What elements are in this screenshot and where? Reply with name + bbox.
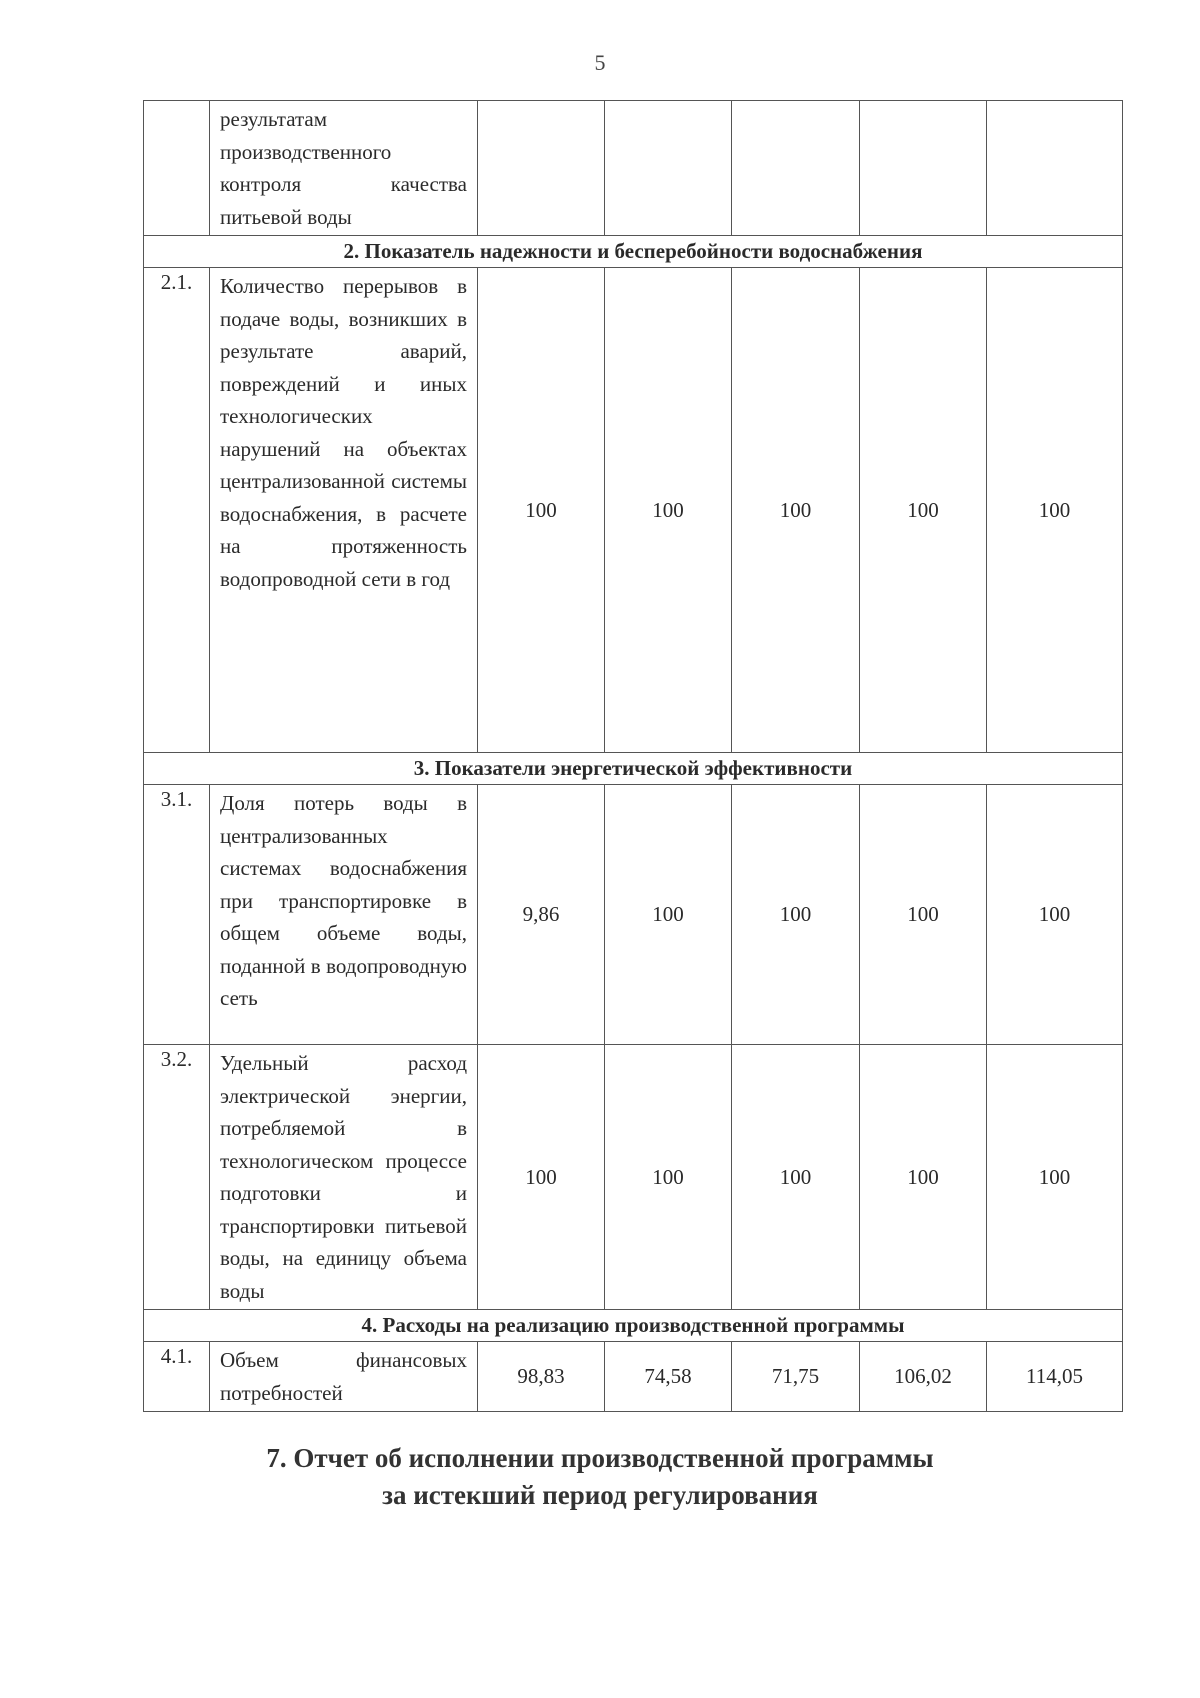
table-row xyxy=(144,1342,1123,1412)
indicator-description: результатам производственного контроля качества питьевой воды xyxy=(210,101,478,236)
table-row xyxy=(144,101,1123,236)
value-cell: 71,75 xyxy=(732,1342,860,1412)
section-header-row xyxy=(144,236,1123,268)
table-row xyxy=(144,785,1123,1045)
value-cell xyxy=(987,101,1123,236)
value-cell: 100 xyxy=(605,268,732,753)
value-cell: 106,02 xyxy=(860,1342,987,1412)
value-cell xyxy=(478,101,605,236)
page-number: 5 xyxy=(594,50,606,75)
row-number-cell xyxy=(144,101,210,236)
value-cell: 100 xyxy=(860,1045,987,1310)
row-number: 3.2. xyxy=(144,1045,210,1310)
value-cell: 98,83 xyxy=(478,1342,605,1412)
section-title: 4. Расходы на реализацию производственной программы xyxy=(144,1310,1123,1342)
row-number: 2.1. xyxy=(144,268,210,753)
value-cell: 100 xyxy=(732,1045,860,1310)
value-cell: 9,86 xyxy=(478,785,605,1045)
indicator-description: Удельный расход электрической энергии, потребляемой в технологическом процессе подготовки и транспортировки питьевой воды, на единицу объема воды xyxy=(210,1045,478,1310)
value-cell: 100 xyxy=(860,268,987,753)
table-row xyxy=(144,1045,1123,1310)
value-cell: 100 xyxy=(605,785,732,1045)
value-cell: 100 xyxy=(987,785,1123,1045)
value-cell: 100 xyxy=(732,268,860,753)
value-cell: 114,05 xyxy=(987,1342,1123,1412)
value-cell xyxy=(605,101,732,236)
value-cell: 100 xyxy=(478,1045,605,1310)
value-cell: 100 xyxy=(987,1045,1123,1310)
indicators-table xyxy=(143,100,1123,1412)
value-cell xyxy=(860,101,987,236)
indicator-description: Количество перерывов в подаче воды, возникших в результате аварий, повреждений и иных технологических нарушений на объектах централизованной системы водоснабжения, в расчете на протяженность водопроводной сети в год xyxy=(210,268,478,753)
value-cell xyxy=(732,101,860,236)
section-header-row xyxy=(144,1310,1123,1342)
section-heading-line: 7. Отчет об исполнении производственной программы xyxy=(266,1443,934,1473)
row-number: 4.1. xyxy=(144,1342,210,1412)
value-cell: 100 xyxy=(732,785,860,1045)
value-cell: 100 xyxy=(987,268,1123,753)
value-cell: 100 xyxy=(478,268,605,753)
value-cell: 100 xyxy=(860,785,987,1045)
section-heading xyxy=(0,1440,1200,1514)
section-title: 3. Показатели энергетической эффективности xyxy=(144,753,1123,785)
section-title: 2. Показатель надежности и бесперебойности водоснабжения xyxy=(144,236,1123,268)
section-heading-line: за истекший период регулирования xyxy=(382,1480,818,1510)
indicator-description: Объем финансовых потребностей xyxy=(210,1342,478,1412)
table-row xyxy=(144,268,1123,753)
indicator-description: Доля потерь воды в централизованных системах водоснабжения при транспортировке в общем объеме воды, поданной в водопроводную сеть xyxy=(210,785,478,1045)
section-header-row xyxy=(144,753,1123,785)
row-number: 3.1. xyxy=(144,785,210,1045)
value-cell: 74,58 xyxy=(605,1342,732,1412)
value-cell: 100 xyxy=(605,1045,732,1310)
